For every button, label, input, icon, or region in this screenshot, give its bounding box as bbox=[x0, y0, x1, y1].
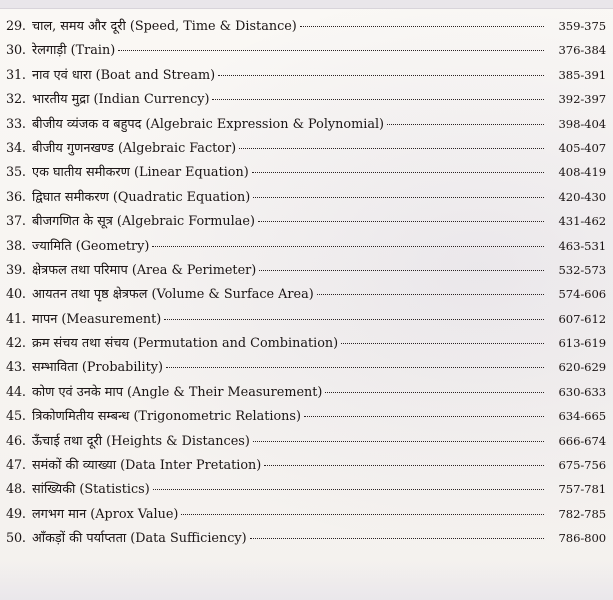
chapter-number: 46. bbox=[6, 433, 26, 449]
page-range: 757-781 bbox=[558, 482, 606, 497]
dot-leader bbox=[153, 488, 544, 490]
dot-leader bbox=[341, 342, 544, 344]
chapter-number: 41. bbox=[6, 311, 26, 327]
page-range: 359-375 bbox=[558, 19, 606, 33]
page-range: 666-674 bbox=[558, 433, 606, 448]
table-of-contents bbox=[6, 14, 606, 551]
page-bottom-edge bbox=[0, 560, 613, 600]
toc-entry bbox=[6, 380, 606, 404]
dot-leader bbox=[300, 25, 544, 27]
chapter-title: त्रिकोणमितीय सम्बन्ध (Trigonometric Relations) bbox=[32, 409, 301, 425]
toc-entry bbox=[6, 355, 606, 379]
page-range: 431-462 bbox=[558, 214, 606, 229]
chapter-number: 32. bbox=[6, 92, 26, 108]
page-range: 398-404 bbox=[558, 116, 606, 131]
dot-leader bbox=[317, 293, 544, 295]
dot-leader bbox=[166, 366, 544, 368]
dot-leader bbox=[387, 123, 544, 125]
page-range: 634-665 bbox=[558, 409, 606, 424]
chapter-number: 50. bbox=[6, 531, 26, 547]
toc-entry bbox=[6, 136, 606, 160]
toc-entry bbox=[6, 209, 606, 233]
chapter-title: मापन (Measurement) bbox=[32, 311, 162, 327]
dot-leader bbox=[304, 415, 544, 417]
chapter-number: 31. bbox=[6, 67, 26, 83]
chapter-title: द्विघात समीकरण (Quadratic Equation) bbox=[32, 189, 251, 205]
page-range: 782-785 bbox=[558, 506, 606, 521]
toc-entry bbox=[6, 429, 606, 453]
chapter-title: समंकों की व्याख्या (Data Inter Pretation) bbox=[32, 458, 262, 474]
toc-entry bbox=[6, 38, 606, 62]
dot-leader bbox=[181, 513, 544, 515]
toc-entry bbox=[6, 453, 606, 477]
chapter-number: 38. bbox=[6, 238, 26, 254]
chapter-title: नाव एवं धारा (Boat and Stream) bbox=[32, 67, 216, 83]
toc-entry bbox=[6, 307, 606, 331]
chapter-number: 40. bbox=[6, 287, 26, 303]
page-range: 574-606 bbox=[558, 287, 606, 302]
chapter-title: बीजगणित के सूत्र (Algebraic Formulae) bbox=[32, 214, 255, 230]
toc-entry bbox=[6, 14, 606, 38]
page-range: 620-629 bbox=[558, 360, 606, 375]
chapter-number: 48. bbox=[6, 482, 26, 498]
chapter-title: एक घातीय समीकरण (Linear Equation) bbox=[32, 165, 249, 181]
chapter-title: बीजीय गुणनखण्ड (Algebraic Factor) bbox=[32, 140, 237, 156]
chapter-title: लगभग मान (Aprox Value) bbox=[32, 506, 179, 522]
dot-leader bbox=[258, 220, 544, 222]
chapter-number: 47. bbox=[6, 458, 26, 474]
page-range: 376-384 bbox=[558, 43, 606, 58]
chapter-number: 44. bbox=[6, 384, 26, 400]
chapter-title: आँकड़ों की पर्याप्तता (Data Sufficiency) bbox=[32, 531, 247, 547]
toc-entry bbox=[6, 404, 606, 428]
dot-leader bbox=[253, 196, 544, 198]
toc-entry bbox=[6, 87, 606, 111]
chapter-number: 39. bbox=[6, 262, 26, 278]
chapter-number: 35. bbox=[6, 165, 26, 181]
chapter-title: चाल, समय और दूरी (Speed, Time & Distance) bbox=[32, 19, 297, 34]
page-range: 463-531 bbox=[558, 238, 606, 253]
dot-leader bbox=[218, 74, 544, 76]
toc-entry bbox=[6, 477, 606, 501]
page-range: 385-391 bbox=[558, 67, 606, 82]
dot-leader bbox=[212, 98, 544, 100]
chapter-number: 49. bbox=[6, 506, 26, 522]
dot-leader bbox=[164, 318, 544, 320]
chapter-title: भारतीय मुद्रा (Indian Currency) bbox=[32, 92, 210, 108]
dot-leader bbox=[253, 440, 544, 442]
toc-entry bbox=[6, 185, 606, 209]
page-top-edge bbox=[0, 0, 613, 9]
toc-entry bbox=[6, 63, 606, 87]
chapter-number: 42. bbox=[6, 336, 26, 352]
page-range: 408-419 bbox=[558, 165, 606, 180]
chapter-title: सम्भाविता (Probability) bbox=[32, 360, 163, 376]
dot-leader bbox=[325, 391, 544, 393]
chapter-title: कोण एवं उनके माप (Angle & Their Measurement) bbox=[32, 384, 323, 400]
chapter-title: ऊँचाई तथा दूरी (Heights & Distances) bbox=[32, 433, 250, 449]
chapter-number: 29. bbox=[6, 19, 26, 34]
page-range: 532-573 bbox=[558, 262, 606, 277]
dot-leader bbox=[118, 49, 544, 51]
page-range: 613-619 bbox=[558, 336, 606, 351]
page-range: 675-756 bbox=[558, 458, 606, 473]
chapter-title: क्षेत्रफल तथा परिमाप (Area & Perimeter) bbox=[32, 262, 257, 278]
page-range: 786-800 bbox=[558, 531, 606, 546]
toc-entry bbox=[6, 331, 606, 355]
dot-leader bbox=[264, 464, 544, 466]
page-range: 392-397 bbox=[558, 92, 606, 107]
dot-leader bbox=[250, 537, 544, 539]
toc-entry bbox=[6, 526, 606, 550]
chapter-title: क्रम संचय तथा संचय (Permutation and Combination) bbox=[32, 336, 339, 352]
page-range: 405-407 bbox=[558, 140, 606, 155]
dot-leader bbox=[239, 147, 544, 149]
toc-entry bbox=[6, 258, 606, 282]
dot-leader bbox=[152, 245, 544, 247]
toc-entry bbox=[6, 112, 606, 136]
chapter-title: आयतन तथा पृष्ठ क्षेत्रफल (Volume & Surface Area) bbox=[32, 287, 314, 303]
chapter-number: 33. bbox=[6, 116, 26, 132]
chapter-number: 45. bbox=[6, 409, 26, 425]
chapter-number: 34. bbox=[6, 140, 26, 156]
chapter-number: 30. bbox=[6, 43, 26, 59]
chapter-title: सांख्यिकी (Statistics) bbox=[32, 482, 150, 498]
chapter-number: 37. bbox=[6, 214, 26, 230]
chapter-number: 36. bbox=[6, 189, 26, 205]
page-range: 420-430 bbox=[558, 189, 606, 204]
toc-entry bbox=[6, 160, 606, 184]
toc-entry bbox=[6, 282, 606, 306]
dot-leader bbox=[252, 171, 544, 173]
dot-leader bbox=[259, 269, 544, 271]
toc-entry bbox=[6, 234, 606, 258]
toc-entry bbox=[6, 502, 606, 526]
page-range: 630-633 bbox=[558, 384, 606, 399]
chapter-title: रेलगाड़ी (Train) bbox=[32, 43, 116, 59]
chapter-title: बीजीय व्यंजक व बहुपद (Algebraic Expression & Polynomial) bbox=[32, 116, 385, 132]
page-range: 607-612 bbox=[558, 311, 606, 326]
chapter-number: 43. bbox=[6, 360, 26, 376]
chapter-title: ज्यामिति (Geometry) bbox=[32, 238, 150, 254]
